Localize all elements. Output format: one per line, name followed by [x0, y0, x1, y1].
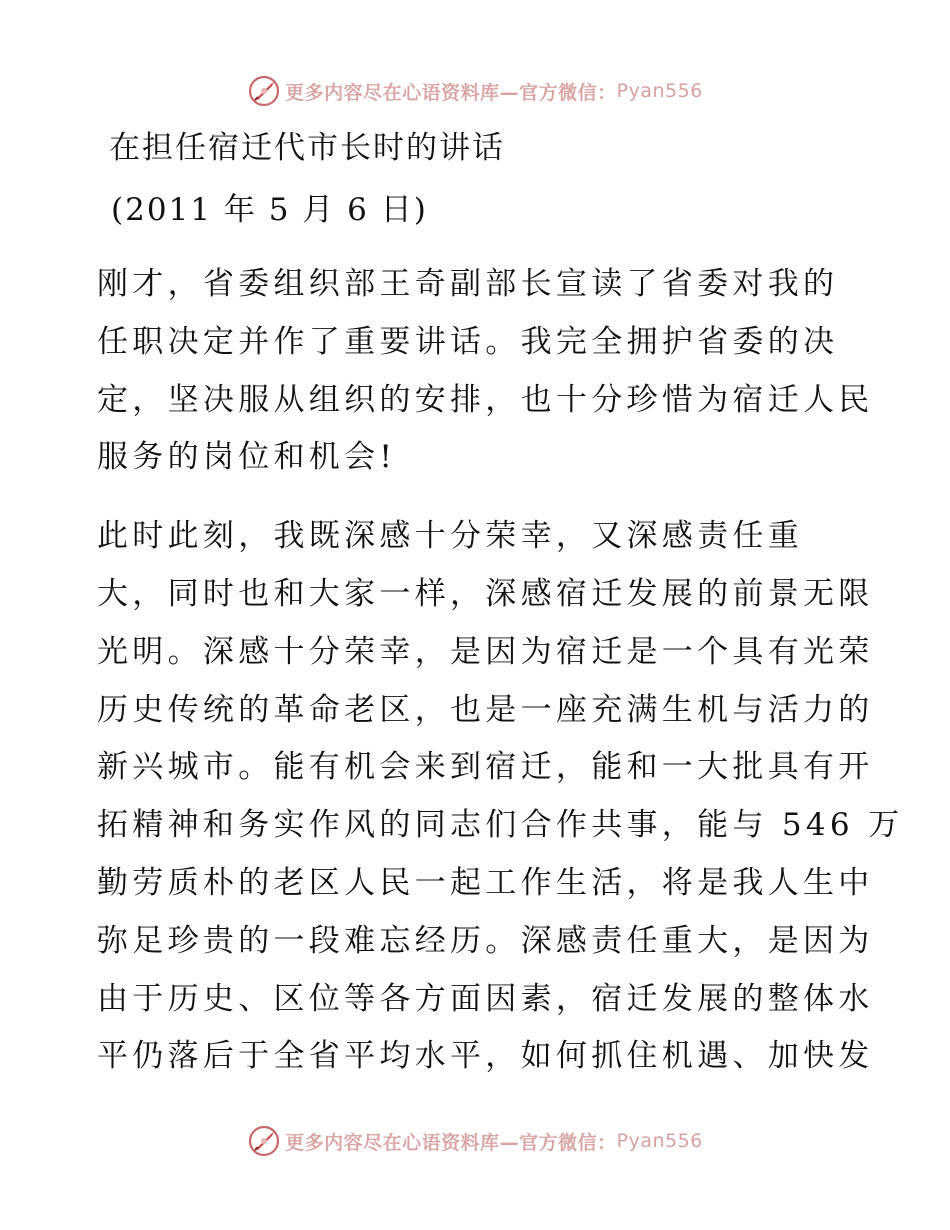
document-title: 在担任宿迁代市长时的讲话	[109, 130, 505, 166]
document-body	[97, 124, 904, 1107]
text-line: 定，坚决服从组织的安排，也十分珍惜为宿迁人民	[97, 381, 874, 418]
document-date: (2011 年 5 月 6 日)	[111, 192, 428, 228]
text-line: 新兴城市。能有机会来到宿迁，能和一大批具有开	[97, 749, 874, 786]
text-line: 弥足珍贵的一段难忘经历。深感责任重大，是因为	[97, 922, 874, 959]
paragraph-1	[97, 256, 874, 487]
text-line: 平仍落后于全省平均水平，如何抓住机遇、加快发	[97, 1038, 874, 1075]
text-line: 由于历史、区位等各方面因素，宿迁发展的整体水	[97, 980, 874, 1017]
header-watermark	[0, 71, 950, 111]
text-line: 勤劳质朴的老区人民一起工作生活，将是我人生中	[97, 864, 874, 901]
quill-logo-icon	[247, 1124, 281, 1158]
text-line: 刚才，省委组织部王奇副部长宣读了省委对我的	[97, 266, 839, 302]
watermark-wechat-id: Pyan556	[616, 80, 703, 102]
watermark-text: 更多内容尽在心语资料库—官方微信：	[285, 81, 617, 104]
paragraph-2	[97, 508, 904, 1086]
text-line: 任职决定并作了重要讲话。我完全拥护省委的决	[97, 323, 839, 360]
watermark-text: 更多内容尽在心语资料库—官方微信：	[285, 1131, 617, 1154]
text-line: 此时此刻，我既深感十分荣幸，又深感责任重	[97, 518, 803, 555]
text-line: 历史传统的革命老区，也是一座充满生机与活力的	[97, 691, 874, 728]
watermark-wechat-id: Pyan556	[616, 1130, 703, 1152]
quill-logo-icon	[247, 74, 281, 108]
text-line: 服务的岗位和机会!	[97, 439, 397, 476]
text-line: 拓精神和务实作风的同志们合作共事，能与 546 万	[97, 807, 904, 844]
footer-watermark	[0, 1121, 950, 1161]
text-line: 大，同时也和大家一样，深感宿迁发展的前景无限	[97, 575, 874, 612]
text-line: 光明。深感十分荣幸，是因为宿迁是一个具有光荣	[97, 633, 874, 670]
